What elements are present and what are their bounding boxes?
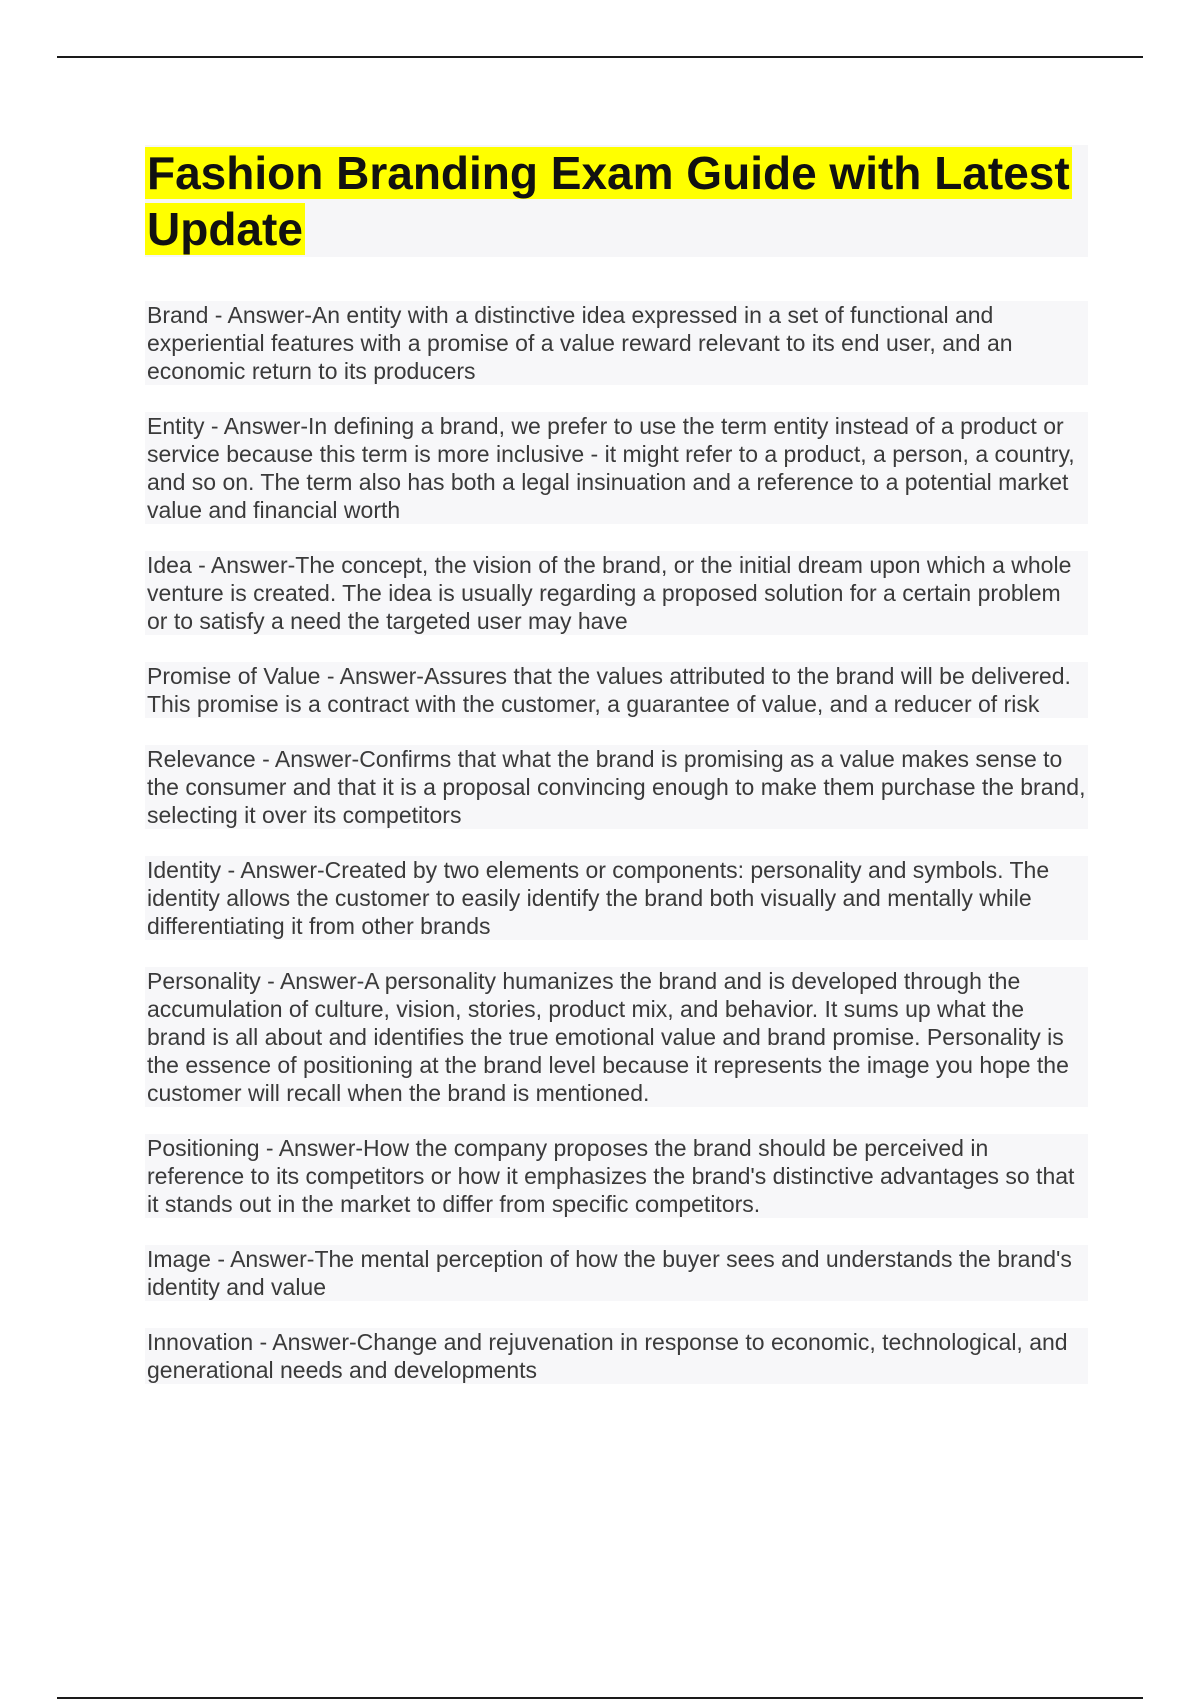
- qa-entry-identity: Identity - Answer-Created by two elements or components: personality and symbols. The identity allows the customer to easily identify the brand both visually and mentally while differentiating it from other brands: [145, 856, 1088, 940]
- qa-entry-entity: Entity - Answer-In defining a brand, we prefer to use the term entity instead of a product or service because this term is more inclusive - it might refer to a product, a person, a country, and so on. The term also has both a legal insinuation and a reference to a potential market value and financial worth: [145, 412, 1088, 524]
- qa-entry-personality: Personality - Answer-A personality humanizes the brand and is developed through the accumulation of culture, vision, stories, product mix, and behavior. It sums up what the brand is all about and identifies the true emotional value and brand promise. Personality is the essence of positioning at the brand level because it represents the image you hope the customer will recall when the brand is mentioned.: [145, 967, 1088, 1107]
- page-title: [145, 145, 1088, 257]
- bottom-rule: [57, 1697, 1143, 1699]
- title-highlight: Fashion Branding Exam Guide with Latest Update: [147, 147, 1070, 255]
- qa-entry-relevance: Relevance - Answer-Confirms that what the brand is promising as a value makes sense to the consumer and that it is a proposal convincing enough to make them purchase the brand, selecting it over its competitors: [145, 745, 1088, 829]
- qa-entry-innovation: Innovation - Answer-Change and rejuvenation in response to economic, technological, and generational needs and developments: [145, 1328, 1088, 1384]
- qa-entry-image: Image - Answer-The mental perception of how the buyer sees and understands the brand's identity and value: [145, 1245, 1088, 1301]
- title-block: [145, 145, 1088, 257]
- top-rule: [57, 56, 1143, 58]
- qa-entry-promise-of-value: Promise of Value - Answer-Assures that the values attributed to the brand will be delivered. This promise is a contract with the customer, a guarantee of value, and a reducer of risk: [145, 662, 1088, 718]
- qa-entry-idea: Idea - Answer-The concept, the vision of the brand, or the initial dream upon which a whole venture is created. The idea is usually regarding a proposed solution for a certain problem or to satisfy a need the targeted user may have: [145, 551, 1088, 635]
- qa-entry-positioning: Positioning - Answer-How the company proposes the brand should be perceived in reference to its competitors or how it emphasizes the brand's distinctive advantages so that it stands out in the market to differ from specific competitors.: [145, 1134, 1088, 1218]
- document-body: [145, 145, 1088, 1411]
- qa-list: [145, 301, 1088, 1384]
- qa-entry-brand: Brand - Answer-An entity with a distinctive idea expressed in a set of functional and experiential features with a promise of a value reward relevant to its end user, and an economic return to its producers: [145, 301, 1088, 385]
